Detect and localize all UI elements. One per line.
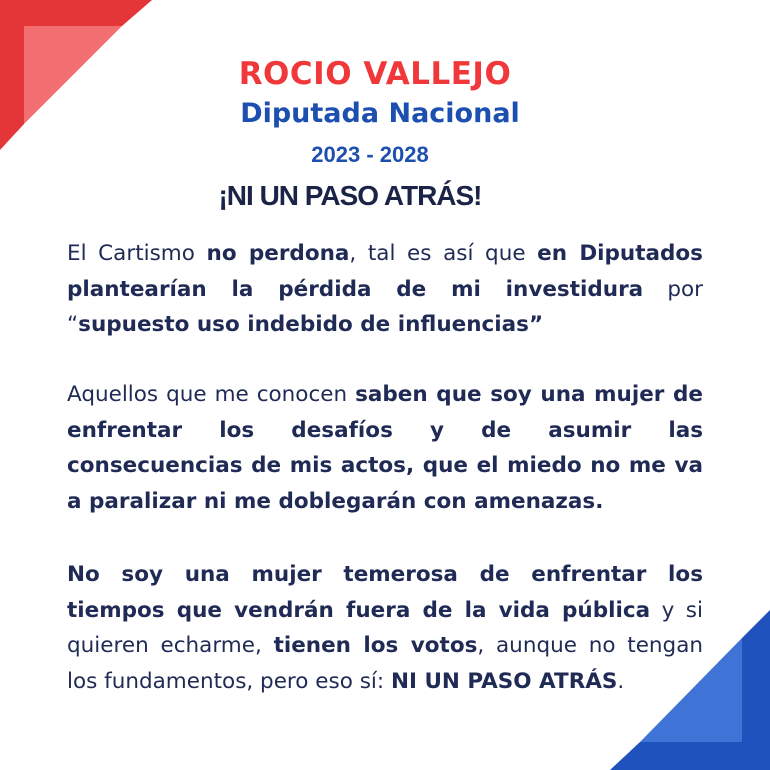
paragraph-1 (67, 236, 703, 343)
text-run: , tal es así que (349, 241, 538, 266)
slogan: ¡NI UN PASO ATRÁS! (218, 180, 482, 211)
bold-run: tienen los votos (273, 633, 478, 658)
candidate-role: Diputada Nacional (240, 98, 520, 129)
bold-run: saben que soy una mujer de enfrentar los desafíos y de asumir las consecuencias de mis actos, que el miedo no me va a paralizar ni me doblegarán con amenazas. (67, 382, 703, 514)
bold-run: No soy una mujer temerosa de enfrentar los tiempos que vendrán fuera de la vida pública (67, 562, 703, 623)
paragraph-3 (67, 557, 703, 699)
candidate-name: ROCIO VALLEJO (238, 56, 512, 92)
term-period: 2023 - 2028 (311, 142, 429, 167)
bold-run: no perdona (206, 241, 350, 266)
paragraph-2 (67, 377, 703, 519)
bold-run: NI UN PASO ATRÁS (390, 668, 618, 694)
text-run: . (617, 668, 625, 694)
text-run: por “ (67, 276, 703, 337)
text-run: El Cartismo (67, 241, 207, 266)
text-run: , aunque no tengan los fundamentos, pero eso sí: (67, 633, 703, 694)
bold-run: supuesto uso indebido de influencias” (78, 312, 544, 337)
text-run: y si quieren echarme, (67, 597, 703, 658)
bold-run: en Diputados plantearían la pérdida de mi investidura (67, 241, 703, 302)
text-run: Aquellos que me conocen (67, 382, 356, 407)
